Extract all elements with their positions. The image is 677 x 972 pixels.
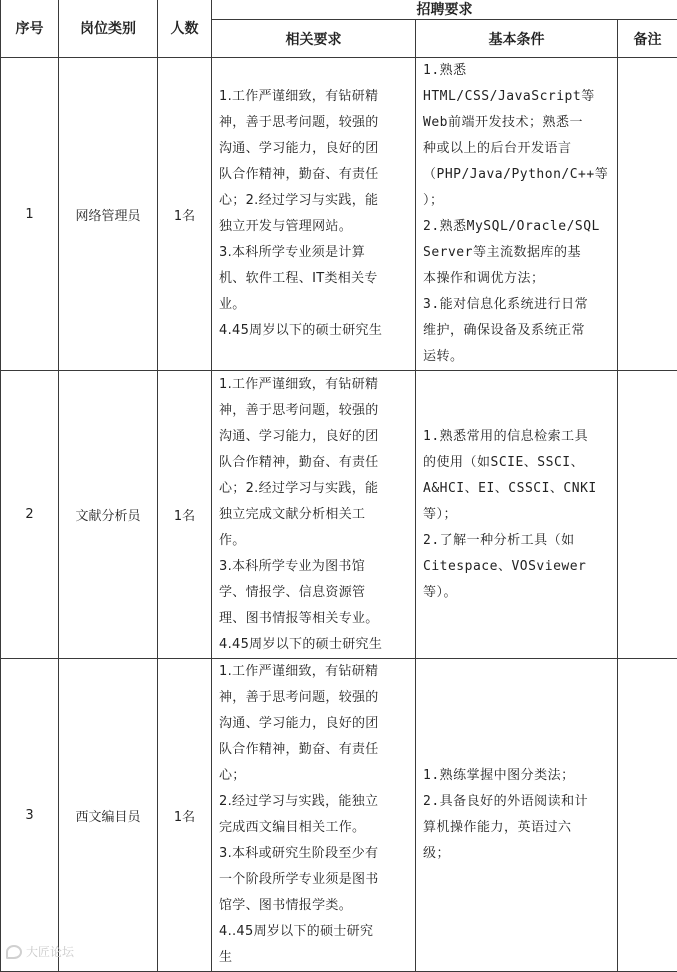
req-line: 4.45周岁以下的硕士研究生 (219, 318, 409, 344)
row-seq: 2 (1, 371, 59, 659)
header-remark: 备注 (618, 20, 677, 58)
req-line: 作。 (219, 528, 409, 554)
cond-line: 2.具备良好的外语阅读和计 (423, 789, 611, 815)
cond-line: 等）； (423, 502, 611, 528)
cond-line: Server等主流数据库的基 (423, 240, 611, 266)
row-seq: 1 (1, 58, 59, 371)
cond-line: 2.熟悉MySQL/Oracle/SQL (423, 214, 611, 240)
req-line: 3.本科或研究生阶段至少有 (219, 841, 409, 867)
watermark-text: 大匠论坛 (26, 943, 74, 960)
row-seq: 3 (1, 659, 59, 972)
req-line: 2.经过学习与实践，能独立 (219, 789, 409, 815)
req-line: 3.本科所学专业为图书馆 (219, 554, 409, 580)
row-count: 1名 (158, 371, 212, 659)
cond-line: 维护，确保设备及系统正常 (423, 318, 611, 344)
cond-line: 1.熟悉 (423, 58, 611, 84)
req-line: 1.工作严谨细致，有钻研精 (219, 84, 409, 110)
forum-logo-icon (6, 945, 22, 959)
req-line: 1.工作严谨细致，有钻研精 (219, 372, 409, 398)
req-line: 独立开发与管理网站。 (219, 214, 409, 240)
req-line: 生 (219, 945, 409, 971)
cond-line: 等）。 (423, 580, 611, 606)
req-line: 神，善于思考问题，较强的 (219, 398, 409, 424)
watermark (6, 943, 74, 960)
header-recruit: 招聘要求 (212, 0, 677, 20)
req-line: 队合作精神，勤奋、有责任 (219, 737, 409, 763)
req-line: 业。 (219, 292, 409, 318)
table-row (1, 371, 677, 659)
cond-line: 级； (423, 841, 611, 867)
req-line: 理、图书情报等相关专业。 (219, 606, 409, 632)
row-count: 1名 (158, 58, 212, 371)
req-line: 心；2.经过学习与实践，能 (219, 188, 409, 214)
row-category: 西文编目员 (59, 659, 158, 972)
req-line: 队合作精神，勤奋、有责任 (219, 450, 409, 476)
cond-line: HTML/CSS/JavaScript等 (423, 84, 611, 110)
table-row (1, 58, 677, 371)
req-line: 4..45周岁以下的硕士研究 (219, 919, 409, 945)
row-requirements (212, 659, 416, 972)
req-line: 神，善于思考问题，较强的 (219, 110, 409, 136)
cond-line: （PHP/Java/Python/C++等 (423, 162, 611, 188)
req-line: 机、软件工程、IT类相关专 (219, 266, 409, 292)
row-category: 网络管理员 (59, 58, 158, 371)
header-count: 人数 (158, 0, 212, 58)
req-line: 馆学、图书情报学类。 (219, 893, 409, 919)
req-line: 1.工作严谨细致，有钻研精 (219, 659, 409, 685)
cond-line: 运转。 (423, 344, 611, 370)
cond-line: Citespace、VOSviewer (423, 554, 611, 580)
req-line: 沟通、学习能力，良好的团 (219, 424, 409, 450)
req-line: 4.45周岁以下的硕士研究生 (219, 632, 409, 658)
header-category: 岗位类别 (59, 0, 158, 58)
cond-line: ）； (423, 188, 611, 214)
row-conditions (416, 659, 618, 972)
req-line: 完成西文编目相关工作。 (219, 815, 409, 841)
req-line: 沟通、学习能力，良好的团 (219, 711, 409, 737)
req-line: 心；2.经过学习与实践，能 (219, 476, 409, 502)
row-category: 文献分析员 (59, 371, 158, 659)
req-line: 学、情报学、信息资源管 (219, 580, 409, 606)
table-row (1, 659, 677, 972)
header-basic: 基本条件 (416, 20, 618, 58)
header-related: 相关要求 (212, 20, 416, 58)
row-remark (618, 371, 677, 659)
cond-line: 种或以上的后台开发语言 (423, 136, 611, 162)
row-count: 1名 (158, 659, 212, 972)
cond-line: 的使用（如SCIE、SSCI、 (423, 450, 611, 476)
req-line: 3.本科所学专业须是计算 (219, 240, 409, 266)
cond-line: A&HCI、EI、CSSCI、CNKI (423, 476, 611, 502)
row-conditions (416, 371, 618, 659)
cond-line: Web前端开发技术；熟悉一 (423, 110, 611, 136)
cond-line: 1.熟练掌握中图分类法； (423, 763, 611, 789)
row-requirements (212, 58, 416, 371)
cond-line: 2.了解一种分析工具（如 (423, 528, 611, 554)
row-remark (618, 659, 677, 972)
cond-line: 算机操作能力，英语过六 (423, 815, 611, 841)
row-conditions (416, 58, 618, 371)
req-line: 沟通、学习能力，良好的团 (219, 136, 409, 162)
req-line: 一个阶段所学专业须是图书 (219, 867, 409, 893)
req-line: 队合作精神，勤奋、有责任 (219, 162, 409, 188)
row-requirements (212, 371, 416, 659)
cond-line: 1.熟悉常用的信息检索工具 (423, 424, 611, 450)
cond-line: 本操作和调优方法； (423, 266, 611, 292)
req-line: 独立完成文献分析相关工 (219, 502, 409, 528)
req-line: 心； (219, 763, 409, 789)
row-remark (618, 58, 677, 371)
cond-line: 3.能对信息化系统进行日常 (423, 292, 611, 318)
header-seq: 序号 (1, 0, 59, 58)
req-line: 神，善于思考问题，较强的 (219, 685, 409, 711)
